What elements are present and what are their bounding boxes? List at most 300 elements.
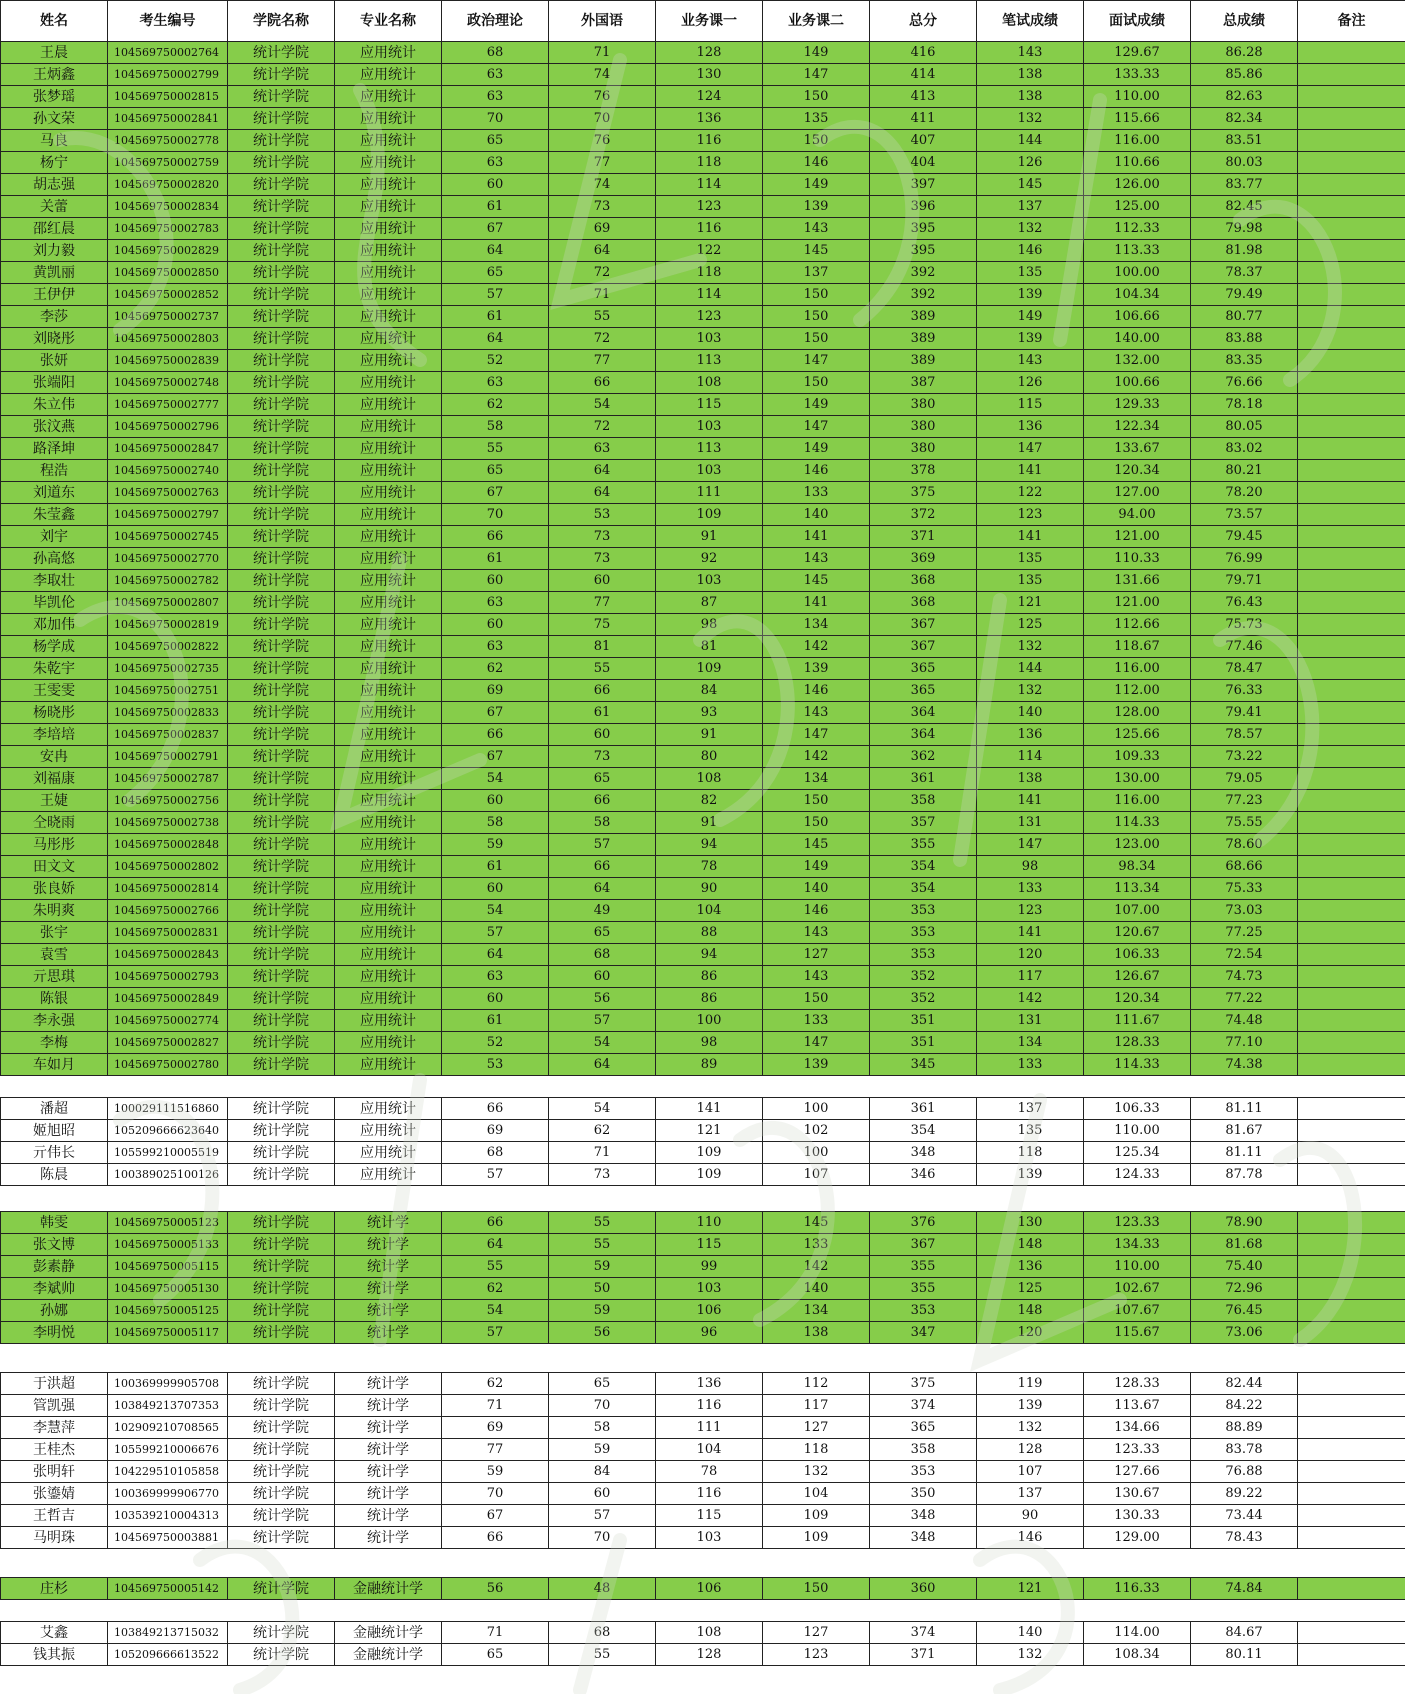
spacer-cell	[1, 1549, 108, 1578]
table-cell: 统计学院	[228, 1527, 335, 1549]
table-cell: 统计学院	[228, 196, 335, 218]
table-cell: 刘宇	[1, 526, 108, 548]
table-row	[1, 504, 1405, 526]
table-cell: 统计学院	[228, 746, 335, 768]
table-cell: 61	[442, 306, 549, 328]
table-cell: 113.33	[1084, 240, 1191, 262]
table-row	[1, 86, 1405, 108]
table-cell: 63	[442, 966, 549, 988]
table-cell: 67	[442, 1505, 549, 1527]
table-cell: 64	[442, 944, 549, 966]
table-cell: 统计学院	[228, 1010, 335, 1032]
table-cell: 亓思琪	[1, 966, 108, 988]
table-cell: 61	[442, 196, 549, 218]
table-cell: 76.33	[1191, 680, 1298, 702]
table-cell	[1298, 1256, 1405, 1278]
table-cell: 61	[442, 1010, 549, 1032]
table-cell: 127	[763, 1622, 870, 1644]
table-cell: 104569750002763	[108, 482, 228, 504]
table-cell: 王伊伊	[1, 284, 108, 306]
table-row	[1, 922, 1405, 944]
table-row	[1, 746, 1405, 768]
spacer-cell	[335, 1076, 442, 1098]
table-cell: 60	[442, 174, 549, 196]
table-row	[1, 438, 1405, 460]
table-cell: 139	[763, 196, 870, 218]
table-cell: 113.34	[1084, 878, 1191, 900]
table-cell: 131	[977, 1010, 1084, 1032]
table-cell	[1298, 1032, 1405, 1054]
table-cell: 67	[442, 746, 549, 768]
table-cell: 413	[870, 86, 977, 108]
table-row	[1, 614, 1405, 636]
spacer-cell	[442, 1076, 549, 1098]
table-cell: 62	[442, 1373, 549, 1395]
table-cell: 统计学	[335, 1505, 442, 1527]
table-cell	[1298, 196, 1405, 218]
table-cell: 104569750005130	[108, 1278, 228, 1300]
table-cell: 应用统计	[335, 856, 442, 878]
table-cell: 129.00	[1084, 1527, 1191, 1549]
table-cell: 124	[656, 86, 763, 108]
table-cell: 133.67	[1084, 438, 1191, 460]
header-row	[1, 1, 1405, 42]
table-cell: 应用统计	[335, 196, 442, 218]
table-cell: 87	[656, 592, 763, 614]
table-cell: 67	[442, 218, 549, 240]
table-row	[1, 416, 1405, 438]
table-row	[1, 1461, 1405, 1483]
table-cell	[1298, 812, 1405, 834]
table-cell: 128.33	[1084, 1373, 1191, 1395]
table-cell: 133	[763, 482, 870, 504]
table-cell: 107	[977, 1461, 1084, 1483]
table-cell	[1298, 1164, 1405, 1186]
table-cell: 104569750002774	[108, 1010, 228, 1032]
table-cell: 78	[656, 1461, 763, 1483]
table-row	[1, 592, 1405, 614]
table-cell: 416	[870, 42, 977, 64]
table-cell: 136	[656, 1373, 763, 1395]
table-cell: 65	[549, 768, 656, 790]
table-cell: 380	[870, 394, 977, 416]
table-row	[1, 218, 1405, 240]
table-cell: 114	[656, 284, 763, 306]
table-cell: 139	[977, 1164, 1084, 1186]
table-cell: 71	[549, 42, 656, 64]
table-cell: 54	[549, 394, 656, 416]
table-cell: 孙娜	[1, 1300, 108, 1322]
table-cell: 统计学院	[228, 108, 335, 130]
table-cell: 56	[549, 1322, 656, 1344]
group-spacer	[1, 1076, 1405, 1098]
table-cell: 80.03	[1191, 152, 1298, 174]
table-cell: 91	[656, 812, 763, 834]
table-cell: 75.73	[1191, 614, 1298, 636]
table-row	[1, 306, 1405, 328]
table-cell: 统计学院	[228, 174, 335, 196]
table-cell: 123	[763, 1644, 870, 1666]
table-cell: 统计学院	[228, 878, 335, 900]
table-cell: 94	[656, 944, 763, 966]
table-cell: 129.33	[1084, 394, 1191, 416]
table-cell: 64	[442, 240, 549, 262]
table-cell: 金融统计学	[335, 1622, 442, 1644]
table-cell: 金融统计学	[335, 1644, 442, 1666]
table-cell: 81	[549, 636, 656, 658]
table-cell: 140	[763, 1278, 870, 1300]
table-cell: 71	[549, 284, 656, 306]
table-cell: 380	[870, 438, 977, 460]
spacer-cell	[1191, 1186, 1298, 1212]
table-cell: 143	[763, 966, 870, 988]
table-cell: 胡志强	[1, 174, 108, 196]
table-cell: 364	[870, 702, 977, 724]
table-cell: 应用统计	[335, 570, 442, 592]
table-cell: 104569750002787	[108, 768, 228, 790]
table-cell: 114.33	[1084, 812, 1191, 834]
table-cell: 100369999905708	[108, 1373, 228, 1395]
table-cell: 78.37	[1191, 262, 1298, 284]
table-cell: 76.99	[1191, 548, 1298, 570]
table-cell: 80.77	[1191, 306, 1298, 328]
table-cell: 139	[763, 1054, 870, 1076]
table-cell: 64	[549, 460, 656, 482]
table-row	[1, 680, 1405, 702]
table-cell	[1298, 1373, 1405, 1395]
table-cell: 李莎	[1, 306, 108, 328]
table-cell	[1298, 1644, 1405, 1666]
table-cell: 129.67	[1084, 42, 1191, 64]
table-cell	[1298, 790, 1405, 812]
table-cell: 104569750002841	[108, 108, 228, 130]
table-cell	[1298, 240, 1405, 262]
table-cell: 126.67	[1084, 966, 1191, 988]
table-cell: 62	[442, 658, 549, 680]
table-cell: 147	[763, 64, 870, 86]
table-cell: 77.46	[1191, 636, 1298, 658]
table-cell: 104569750002793	[108, 966, 228, 988]
table-cell: 111.67	[1084, 1010, 1191, 1032]
table-cell: 62	[442, 394, 549, 416]
group-spacer	[1, 1186, 1405, 1212]
table-cell: 83.88	[1191, 328, 1298, 350]
table-cell: 统计学院	[228, 1322, 335, 1344]
table-cell: 82.63	[1191, 86, 1298, 108]
table-cell: 104569750002843	[108, 944, 228, 966]
table-cell: 358	[870, 1439, 977, 1461]
table-cell: 朱乾宇	[1, 658, 108, 680]
table-cell: 统计学院	[228, 1373, 335, 1395]
table-cell: 统计学院	[228, 86, 335, 108]
table-cell: 应用统计	[335, 548, 442, 570]
table-cell: 112	[763, 1373, 870, 1395]
table-cell: 120.34	[1084, 460, 1191, 482]
table-cell: 66	[549, 680, 656, 702]
spacer-cell	[656, 1186, 763, 1212]
table-cell: 65	[442, 1644, 549, 1666]
table-row	[1, 1417, 1405, 1439]
table-cell: 59	[549, 1300, 656, 1322]
table-cell: 136	[977, 724, 1084, 746]
table-cell: 81.68	[1191, 1234, 1298, 1256]
table-cell: 安冉	[1, 746, 108, 768]
table-cell: 统计学	[335, 1322, 442, 1344]
table-cell: 139	[977, 284, 1084, 306]
table-cell: 133.33	[1084, 64, 1191, 86]
table-cell: 81.67	[1191, 1120, 1298, 1142]
table-cell: 60	[442, 614, 549, 636]
table-cell: 60	[549, 1483, 656, 1505]
table-cell: 统计学院	[228, 460, 335, 482]
table-cell: 77.23	[1191, 790, 1298, 812]
table-cell: 104569750002849	[108, 988, 228, 1010]
spacer-cell	[1084, 1549, 1191, 1578]
table-cell	[1298, 108, 1405, 130]
table-cell: 104569750002756	[108, 790, 228, 812]
table-cell: 车如月	[1, 1054, 108, 1076]
table-cell: 126	[977, 372, 1084, 394]
table-cell	[1298, 1417, 1405, 1439]
spacer-cell	[228, 1600, 335, 1622]
table-cell: 368	[870, 570, 977, 592]
table-cell: 统计学院	[228, 394, 335, 416]
table-cell	[1298, 900, 1405, 922]
table-cell: 统计学院	[228, 702, 335, 724]
table-cell: 345	[870, 1054, 977, 1076]
spacer-cell	[1191, 1549, 1298, 1578]
table-cell: 74.38	[1191, 1054, 1298, 1076]
table-cell: 67	[442, 482, 549, 504]
table-cell: 陈银	[1, 988, 108, 1010]
table-cell: 马彤彤	[1, 834, 108, 856]
table-cell: 104569750002783	[108, 218, 228, 240]
table-cell: 104569750002815	[108, 86, 228, 108]
table-cell: 统计学	[335, 1439, 442, 1461]
table-cell: 96	[656, 1322, 763, 1344]
table-cell: 146	[977, 240, 1084, 262]
table-cell: 76.88	[1191, 1461, 1298, 1483]
table-row	[1, 196, 1405, 218]
table-cell: 103539210004313	[108, 1505, 228, 1527]
table-cell: 135	[977, 570, 1084, 592]
table-cell: 118	[977, 1142, 1084, 1164]
table-cell: 128.33	[1084, 1032, 1191, 1054]
table-cell: 82.34	[1191, 108, 1298, 130]
table-cell: 统计学院	[228, 1300, 335, 1322]
table-cell: 72	[549, 328, 656, 350]
table-row	[1, 944, 1405, 966]
table-cell: 104569750002778	[108, 130, 228, 152]
table-cell: 136	[977, 1256, 1084, 1278]
table-cell: 109	[656, 658, 763, 680]
table-cell: 90	[977, 1505, 1084, 1527]
table-cell: 100	[656, 1010, 763, 1032]
column-header: 业务课二	[763, 1, 870, 42]
table-cell: 统计学院	[228, 416, 335, 438]
table-row	[1, 900, 1405, 922]
table-cell: 应用统计	[335, 64, 442, 86]
table-cell: 66	[549, 372, 656, 394]
table-cell: 李慧萍	[1, 1417, 108, 1439]
table-cell: 70	[442, 1483, 549, 1505]
spacer-cell	[977, 1076, 1084, 1098]
table-cell: 150	[763, 812, 870, 834]
table-cell: 123.33	[1084, 1212, 1191, 1234]
table-cell: 李梅	[1, 1032, 108, 1054]
table-cell: 杨晓彤	[1, 702, 108, 724]
table-cell: 353	[870, 922, 977, 944]
table-cell: 355	[870, 1256, 977, 1278]
table-cell: 姬旭昭	[1, 1120, 108, 1142]
table-cell: 83.35	[1191, 350, 1298, 372]
table-cell: 367	[870, 614, 977, 636]
table-cell: 统计学	[335, 1395, 442, 1417]
table-cell: 统计学院	[228, 130, 335, 152]
table-cell: 375	[870, 1373, 977, 1395]
column-header: 总分	[870, 1, 977, 42]
table-cell: 张梦瑶	[1, 86, 108, 108]
table-row	[1, 1164, 1405, 1186]
table-cell: 92	[656, 548, 763, 570]
table-cell: 应用统计	[335, 306, 442, 328]
table-cell: 112.33	[1084, 218, 1191, 240]
table-cell: 116	[656, 218, 763, 240]
table-cell: 79.45	[1191, 526, 1298, 548]
table-cell: 张鎏婧	[1, 1483, 108, 1505]
table-cell: 78.60	[1191, 834, 1298, 856]
table-cell: 统计学院	[228, 1483, 335, 1505]
table-cell: 应用统计	[335, 438, 442, 460]
table-cell: 149	[763, 394, 870, 416]
spacer-cell	[1191, 1344, 1298, 1373]
table-cell: 112.00	[1084, 680, 1191, 702]
table-cell: 亓伟长	[1, 1142, 108, 1164]
table-cell: 375	[870, 482, 977, 504]
table-cell: 应用统计	[335, 42, 442, 64]
table-cell: 106	[656, 1578, 763, 1600]
table-cell: 黄凯丽	[1, 262, 108, 284]
table-cell	[1298, 1234, 1405, 1256]
table-cell: 360	[870, 1578, 977, 1600]
table-cell: 133	[763, 1234, 870, 1256]
table-cell: 刘晓彤	[1, 328, 108, 350]
table-cell: 统计学院	[228, 372, 335, 394]
table-cell: 55	[549, 1234, 656, 1256]
table-cell: 367	[870, 1234, 977, 1256]
table-cell: 138	[977, 86, 1084, 108]
table-cell: 140	[763, 878, 870, 900]
table-cell: 统计学院	[228, 1120, 335, 1142]
table-cell: 142	[763, 636, 870, 658]
table-cell: 63	[442, 152, 549, 174]
table-cell: 58	[442, 416, 549, 438]
table-cell: 48	[549, 1578, 656, 1600]
table-cell: 108.34	[1084, 1644, 1191, 1666]
table-cell: 104569750002780	[108, 1054, 228, 1076]
table-cell: 104569750002797	[108, 504, 228, 526]
table-cell: 354	[870, 1120, 977, 1142]
table-cell	[1298, 64, 1405, 86]
table-cell: 104569750002850	[108, 262, 228, 284]
table-row	[1, 1234, 1405, 1256]
table-cell: 81	[656, 636, 763, 658]
table-cell: 73.44	[1191, 1505, 1298, 1527]
table-cell: 统计学院	[228, 1578, 335, 1600]
spacer-cell	[1084, 1344, 1191, 1373]
table-cell: 孙高悠	[1, 548, 108, 570]
table-cell	[1298, 834, 1405, 856]
table-cell: 68	[442, 42, 549, 64]
table-cell: 应用统计	[335, 834, 442, 856]
table-cell: 130.67	[1084, 1483, 1191, 1505]
table-cell: 李斌帅	[1, 1278, 108, 1300]
spacer-cell	[228, 1549, 335, 1578]
table-cell: 53	[549, 504, 656, 526]
table-cell: 潘超	[1, 1098, 108, 1120]
table-cell: 张文博	[1, 1234, 108, 1256]
table-cell: 54	[549, 1098, 656, 1120]
table-cell: 77	[549, 152, 656, 174]
table-cell: 应用统计	[335, 218, 442, 240]
table-cell: 张汶燕	[1, 416, 108, 438]
table-cell: 统计学院	[228, 218, 335, 240]
table-cell: 104569750002737	[108, 306, 228, 328]
table-cell: 374	[870, 1622, 977, 1644]
table-cell: 123.33	[1084, 1439, 1191, 1461]
group-spacer	[1, 1549, 1405, 1578]
table-cell: 141	[977, 790, 1084, 812]
table-cell: 88.89	[1191, 1417, 1298, 1439]
spacer-cell	[335, 1549, 442, 1578]
table-cell: 统计学院	[228, 42, 335, 64]
table-cell: 89	[656, 1054, 763, 1076]
table-cell: 144	[977, 130, 1084, 152]
table-row	[1, 1120, 1405, 1142]
table-cell: 121	[656, 1120, 763, 1142]
table-cell: 王晨	[1, 42, 108, 64]
table-cell: 应用统计	[335, 790, 442, 812]
table-cell: 142	[977, 988, 1084, 1010]
table-cell: 70	[549, 1527, 656, 1549]
table-cell: 应用统计	[335, 1142, 442, 1164]
table-cell: 邵红晨	[1, 218, 108, 240]
table-cell: 毕凯伦	[1, 592, 108, 614]
table-cell: 统计学院	[228, 1054, 335, 1076]
table-cell: 147	[763, 350, 870, 372]
table-cell: 61	[442, 856, 549, 878]
table-cell: 104569750002820	[108, 174, 228, 196]
table-cell	[1298, 152, 1405, 174]
table-cell: 111	[656, 1417, 763, 1439]
table-cell	[1298, 636, 1405, 658]
table-cell: 应用统计	[335, 526, 442, 548]
table-cell: 140	[977, 702, 1084, 724]
table-cell: 应用统计	[335, 1120, 442, 1142]
table-cell: 150	[763, 988, 870, 1010]
table-cell	[1298, 328, 1405, 350]
table-cell: 统计学院	[228, 856, 335, 878]
spacer-cell	[108, 1600, 228, 1622]
spacer-cell	[228, 1076, 335, 1098]
table-cell: 77	[442, 1439, 549, 1461]
table-cell: 73	[549, 548, 656, 570]
spacer-cell	[763, 1076, 870, 1098]
table-cell: 庄杉	[1, 1578, 108, 1600]
table-cell: 106.66	[1084, 306, 1191, 328]
table-cell	[1298, 1098, 1405, 1120]
table-cell: 刘道东	[1, 482, 108, 504]
